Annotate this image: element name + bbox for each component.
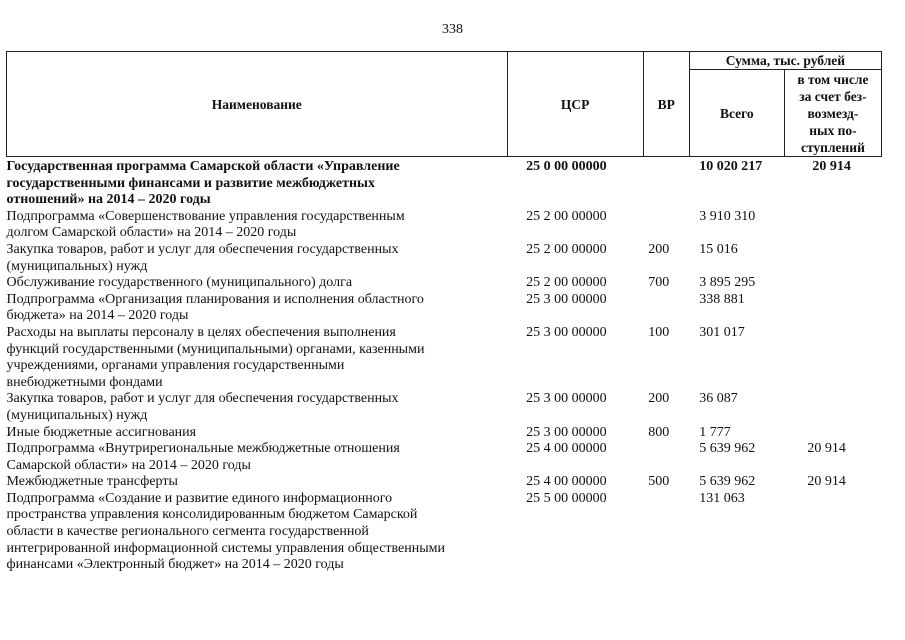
- header-vr: ВР: [643, 52, 689, 157]
- row-free-receipts: [784, 325, 881, 391]
- row-csr: 25 4 00 00000: [526, 441, 607, 457]
- row-vr: [643, 441, 689, 474]
- row-vr: [643, 491, 689, 574]
- row-name-line: (муниципальных) нужд: [6, 407, 148, 423]
- table-row: [7, 325, 882, 391]
- row-name-line: Обслуживание государственного (муниципального) долга: [6, 275, 353, 291]
- row-name-line: отношений» на 2014 – 2020 годы: [6, 192, 211, 208]
- header-name: Наименование: [7, 52, 508, 157]
- row-vr: 200: [648, 241, 670, 257]
- row-csr: 25 2 00 00000: [526, 241, 607, 257]
- header-free-line: ступлений: [800, 139, 865, 155]
- row-vr: [643, 209, 689, 242]
- table-row: [7, 391, 882, 424]
- row-csr: 25 0 00 00000: [526, 159, 607, 174]
- row-name: [7, 275, 508, 292]
- row-total: 338 881: [699, 291, 745, 307]
- header-csr: ЦСР: [507, 52, 643, 157]
- row-total: 5 639 962: [699, 441, 756, 457]
- table-row: [7, 242, 882, 275]
- row-name-line: Подпрограмма «Внутрирегиональные межбюджетные отношения: [6, 441, 400, 457]
- row-free-receipts: 20 914: [812, 159, 851, 174]
- row-csr: 25 3 00 00000: [526, 391, 607, 407]
- row-name-line: Расходы на выплаты персоналу в целях обеспечения выполнения: [6, 324, 396, 340]
- table-header: [7, 52, 882, 157]
- row-free-receipts: 20 914: [807, 441, 846, 457]
- table-row: [7, 209, 882, 242]
- row-name-line: Закупка товаров, работ и услуг для обеспечения государственных: [6, 241, 399, 257]
- row-vr: [643, 292, 689, 325]
- row-total: 3 895 295: [699, 275, 756, 291]
- row-total: 131 063: [699, 490, 745, 506]
- header-total: Всего: [689, 70, 784, 157]
- row-name: [7, 209, 508, 242]
- row-vr: 100: [648, 324, 670, 340]
- row-total: 10 020 217: [699, 159, 763, 174]
- row-name: [7, 425, 508, 442]
- row-name-line: функций государственными (муниципальными) органами, казенными: [6, 341, 425, 357]
- row-total: 301 017: [699, 324, 745, 340]
- row-vr: 200: [648, 391, 670, 407]
- row-free-receipts: [784, 425, 881, 442]
- row-vr: 700: [648, 275, 670, 291]
- row-name-line: учреждениями, органами управления государственными: [6, 358, 345, 374]
- row-name: [7, 391, 508, 424]
- row-name: [7, 242, 508, 275]
- table-row: [7, 441, 882, 474]
- budget-table: [6, 51, 882, 574]
- row-name-line: Иные бюджетные ассигнования: [6, 424, 197, 440]
- row-csr: 25 3 00 00000: [526, 291, 607, 307]
- row-name: [7, 157, 508, 209]
- row-name-line: интегрированной информационной системы управления общественными: [6, 540, 446, 556]
- row-name-line: Подпрограмма «Создание и развитие единого информационного: [6, 490, 393, 506]
- row-free-receipts: [784, 275, 881, 292]
- row-name-line: долгом Самарской области» на 2014 – 2020 годы: [6, 225, 297, 241]
- row-name-line: пространства управления консолидированным бюджетом Самарской: [6, 507, 418, 523]
- row-free-receipts: [784, 491, 881, 574]
- row-free-receipts: 20 914: [807, 474, 846, 490]
- row-name-line: государственными финансами и развитие межбюджетных: [6, 175, 375, 191]
- row-name-line: финансами «Электронный бюджет» на 2014 – 2020 годы: [6, 557, 344, 573]
- table-row: [7, 157, 882, 209]
- row-csr: 25 4 00 00000: [526, 474, 607, 490]
- row-total: 36 087: [699, 391, 738, 407]
- row-name-line: Подпрограмма «Организация планирования и исполнения областного: [6, 291, 424, 307]
- row-free-receipts: [784, 292, 881, 325]
- row-name-line: бюджета» на 2014 – 2020 годы: [6, 308, 189, 324]
- row-name: [7, 441, 508, 474]
- header-sum-group: Сумма, тыс. рублей: [689, 52, 881, 70]
- header-free-line: возмезд-: [807, 105, 859, 121]
- row-name-line: Подпрограмма «Совершенствование управления государственным: [6, 208, 405, 224]
- row-total: 5 639 962: [699, 474, 756, 490]
- header-free-line: ных по-: [809, 122, 857, 138]
- table-row: [7, 275, 882, 292]
- row-name-line: Государственная программа Самарской области «Управление: [6, 159, 400, 174]
- table-row: [7, 425, 882, 442]
- row-name-line: Межбюджетные трансферты: [6, 474, 178, 490]
- row-free-receipts: [784, 242, 881, 275]
- table-body: [7, 157, 882, 574]
- row-csr: 25 2 00 00000: [526, 208, 607, 224]
- row-name-line: (муниципальных) нужд: [6, 258, 148, 274]
- row-csr: 25 5 00 00000: [526, 490, 607, 506]
- row-total: 1 777: [699, 424, 731, 440]
- row-name-line: области в качестве регионального сегмента государственной: [6, 524, 369, 540]
- row-csr: 25 2 00 00000: [526, 275, 607, 291]
- row-total: 15 016: [699, 241, 738, 257]
- row-csr: 25 3 00 00000: [526, 424, 607, 440]
- row-name: [7, 325, 508, 391]
- row-name: [7, 491, 508, 574]
- row-vr: 800: [648, 424, 670, 440]
- header-free-line: в том числе: [797, 71, 869, 87]
- row-vr: 500: [648, 474, 670, 490]
- row-name-line: Закупка товаров, работ и услуг для обеспечения государственных: [6, 391, 399, 407]
- header-free-line: за счет без-: [799, 88, 867, 104]
- row-name-line: Самарской области» на 2014 – 2020 годы: [6, 457, 251, 473]
- row-name: [7, 474, 508, 491]
- table-row: [7, 474, 882, 491]
- row-csr: 25 3 00 00000: [526, 324, 607, 340]
- row-vr: [643, 157, 689, 209]
- page-number: 338: [442, 22, 463, 37]
- table-row: [7, 491, 882, 574]
- row-name-line: внебюджетными фондами: [6, 374, 163, 390]
- row-free-receipts: [784, 391, 881, 424]
- row-total: 3 910 310: [699, 208, 756, 224]
- row-free-receipts: [784, 209, 881, 242]
- header-free-receipts: [784, 70, 881, 157]
- row-name: [7, 292, 508, 325]
- table-row: [7, 292, 882, 325]
